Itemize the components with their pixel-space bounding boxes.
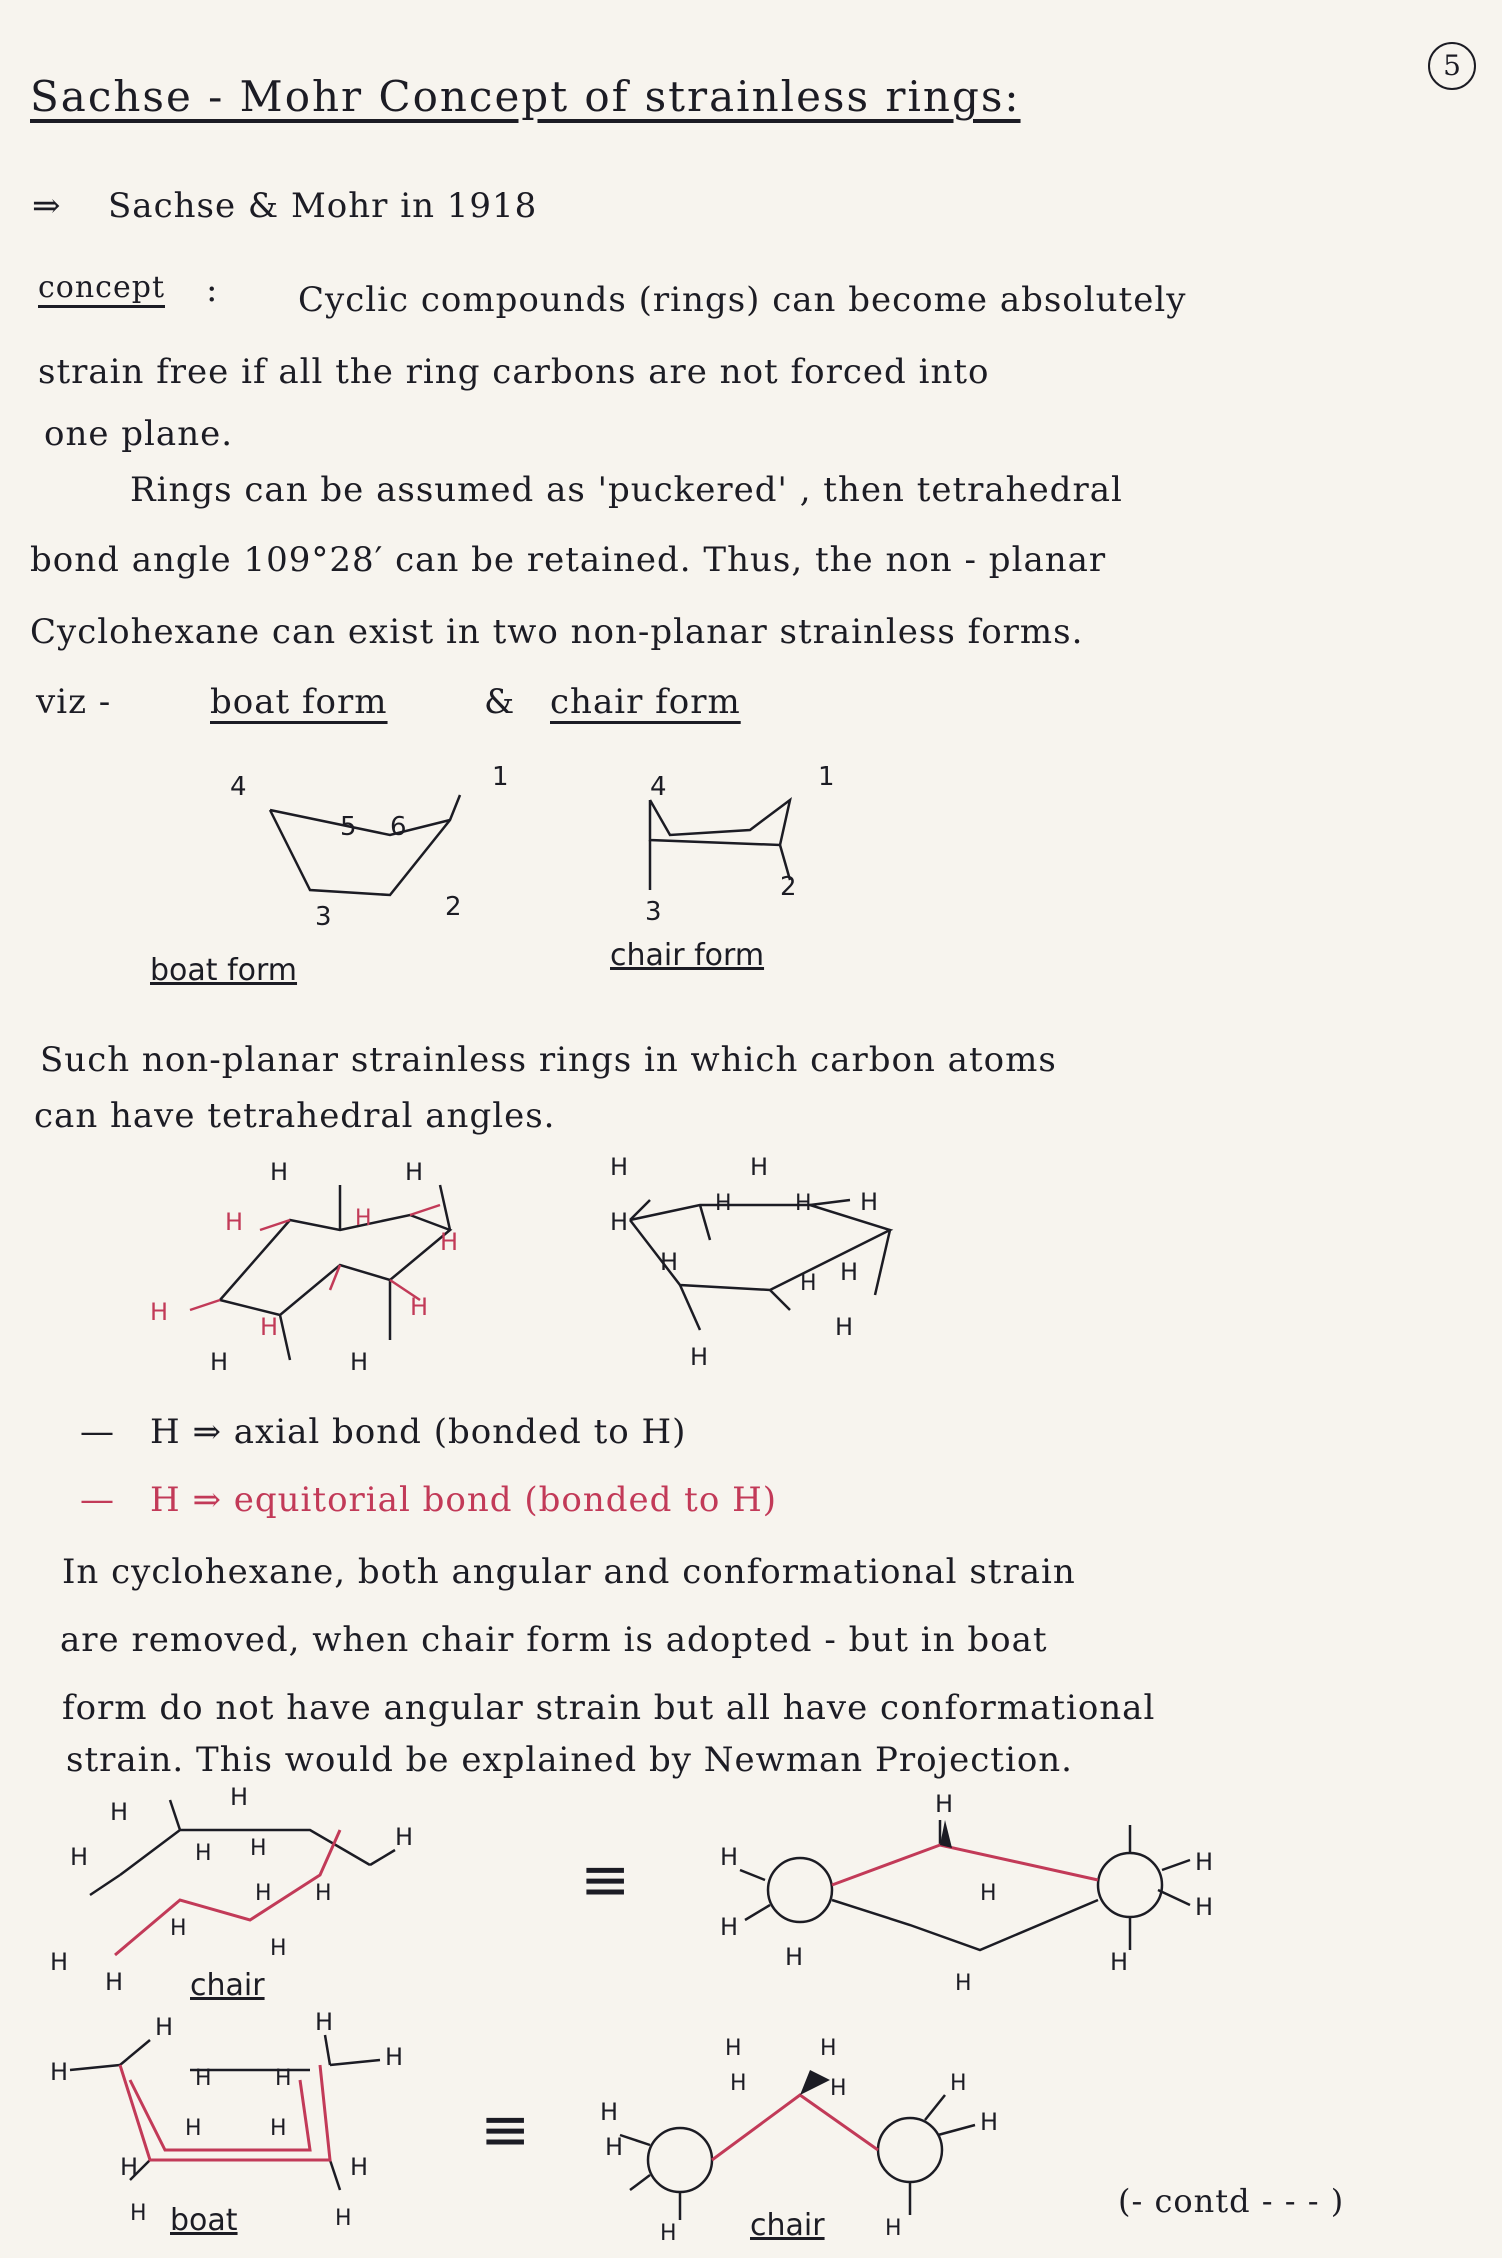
h-atom: H: [230, 1783, 249, 1811]
h-atom: H: [1110, 1948, 1129, 1976]
h-atom: H: [725, 2036, 742, 2061]
h-atom: H: [1195, 1848, 1214, 1876]
chair-caption-2: chair: [750, 2208, 825, 2243]
such-line-2: can have tetrahedral angles.: [34, 1096, 556, 1136]
h-atom: H: [50, 1948, 69, 1976]
h-atom: H: [860, 1188, 879, 1216]
boat-caption: boat form: [150, 953, 298, 988]
viz-boat-label: boat form: [210, 682, 388, 722]
h-atom: H: [830, 2076, 847, 2101]
h-atom: H: [610, 1208, 629, 1236]
viz-label: viz -: [36, 682, 112, 722]
chair-newman-figure: [40, 1783, 1240, 2003]
chair-num-1: 1: [818, 762, 835, 792]
h-atom: H: [820, 2036, 837, 2061]
h-atom-equatorial: H: [150, 1298, 169, 1326]
concept-line-3: one plane.: [44, 414, 234, 454]
concept-line-2: strain free if all the ring carbons are not forced into: [38, 352, 990, 392]
h-atom: H: [335, 2206, 352, 2231]
h-atom: H: [250, 1836, 267, 1861]
h-atom: H: [385, 2043, 404, 2071]
h-atom: H: [130, 2201, 147, 2226]
page-number: 5: [1428, 42, 1476, 90]
boat-newman-figure: [40, 2008, 1240, 2246]
page-title: Sachse - Mohr Concept of strainless rings:: [30, 72, 1021, 121]
legend-equatorial-dash: —: [80, 1480, 115, 1520]
cyclohexane-line-4: strain. This would be explained by Newman Projection.: [66, 1740, 1073, 1780]
h-atom: H: [600, 2098, 619, 2126]
h-atom: H: [170, 1916, 187, 1941]
h-atom: H: [270, 1936, 287, 1961]
h-atom: H: [195, 2066, 212, 2091]
boat-num-5: 5: [340, 812, 357, 842]
cyclohexane-line-1: In cyclohexane, both angular and conformational strain: [62, 1552, 1076, 1592]
h-atom: H: [185, 2116, 202, 2141]
h-atom: H: [105, 1968, 124, 1996]
legend-equatorial: H ⇒ equitorial bond (bonded to H): [150, 1480, 778, 1520]
h-atom: H: [835, 1313, 854, 1341]
hydrogen-bonds-figure: [140, 1140, 1000, 1380]
h-atom-equatorial: H: [225, 1208, 244, 1236]
h-atom-equatorial: H: [410, 1293, 429, 1321]
paragraph-line-2: bond angle 109°28′ can be retained. Thus, the non - planar: [30, 540, 1107, 580]
h-atom: H: [885, 2216, 902, 2241]
concept-colon: :: [206, 270, 219, 310]
contd-note: (- contd - - - ): [1118, 2182, 1345, 2220]
h-atom: H: [720, 1913, 739, 1941]
viz-amp: &: [484, 682, 516, 722]
h-atom: H: [315, 2008, 334, 2036]
h-atom-equatorial: H: [260, 1313, 279, 1341]
h-atom: H: [980, 2108, 999, 2136]
h-atom: H: [730, 2071, 747, 2096]
h-atom: H: [690, 1343, 709, 1371]
chair-num-4: 4: [650, 772, 667, 802]
h-atom: H: [785, 1943, 804, 1971]
legend-axial: H ⇒ axial bond (bonded to H): [150, 1412, 687, 1452]
chair-num-2: 2: [780, 872, 797, 902]
h-atom: H: [750, 1153, 769, 1181]
h-atom: H: [800, 1271, 817, 1296]
intro-arrow: ⇒: [32, 186, 62, 226]
paragraph-line-1: Rings can be assumed as 'puckered' , then tetrahedral: [130, 470, 1123, 510]
such-line-1: Such non-planar strainless rings in which carbon atoms: [40, 1040, 1057, 1080]
h-atom: H: [195, 1841, 212, 1866]
h-atom: H: [70, 1843, 89, 1871]
h-atom: H: [405, 1158, 424, 1186]
equiv-sign: ≡: [580, 1845, 631, 1915]
boat-num-3: 3: [315, 902, 332, 932]
h-atom: H: [155, 2013, 174, 2041]
h-atom: H: [350, 1348, 369, 1376]
h-atom: H: [610, 1153, 629, 1181]
h-atom: H: [950, 2071, 967, 2096]
equiv-sign: ≡: [480, 2095, 531, 2165]
h-atom: H: [660, 2221, 677, 2246]
h-atom: H: [50, 2058, 69, 2086]
chair-caption-1: chair: [190, 1968, 265, 2003]
boat-num-4: 4: [230, 772, 247, 802]
h-atom: H: [255, 1881, 272, 1906]
chair-caption: chair form: [610, 938, 765, 973]
chair-num-3: 3: [645, 897, 662, 927]
cyclohexane-line-3: form do not have angular strain but all have conformational: [62, 1688, 1156, 1728]
h-atom: H: [660, 1248, 679, 1276]
viz-chair-label: chair form: [550, 682, 741, 722]
h-atom: H: [1195, 1893, 1214, 1921]
boat-caption-2: boat: [170, 2203, 238, 2238]
h-atom: H: [315, 1881, 332, 1906]
h-atom: H: [120, 2153, 139, 2181]
h-atom: H: [210, 1348, 229, 1376]
h-atom: H: [270, 2116, 287, 2141]
concept-line-1: Cyclic compounds (rings) can become absolutely: [298, 280, 1187, 320]
h-atom: H: [605, 2133, 624, 2161]
cyclohexane-line-2: are removed, when chair form is adopted - but in boat: [60, 1620, 1048, 1660]
ring-forms-figure: [130, 760, 890, 1000]
boat-num-2: 2: [445, 892, 462, 922]
paragraph-line-3: Cyclohexane can exist in two non-planar strainless forms.: [30, 612, 1084, 652]
h-atom: H: [715, 1191, 732, 1216]
intro-line: Sachse & Mohr in 1918: [108, 186, 538, 226]
h-atom: H: [720, 1843, 739, 1871]
h-atom: H: [840, 1258, 859, 1286]
boat-num-6: 6: [390, 812, 407, 842]
boat-num-1: 1: [492, 762, 509, 792]
h-atom: H: [350, 2153, 369, 2181]
h-atom-equatorial: H: [355, 1206, 372, 1231]
h-atom: H: [110, 1798, 129, 1826]
h-atom: H: [270, 1158, 289, 1186]
concept-label: concept: [38, 270, 165, 305]
h-atom: H: [935, 1790, 954, 1818]
h-atom: H: [980, 1881, 997, 1906]
legend-axial-dash: —: [80, 1412, 115, 1452]
h-atom-equatorial: H: [440, 1228, 459, 1256]
h-atom: H: [395, 1823, 414, 1851]
h-atom: H: [955, 1971, 972, 1996]
h-atom: H: [275, 2066, 292, 2091]
h-atom: H: [795, 1191, 812, 1216]
